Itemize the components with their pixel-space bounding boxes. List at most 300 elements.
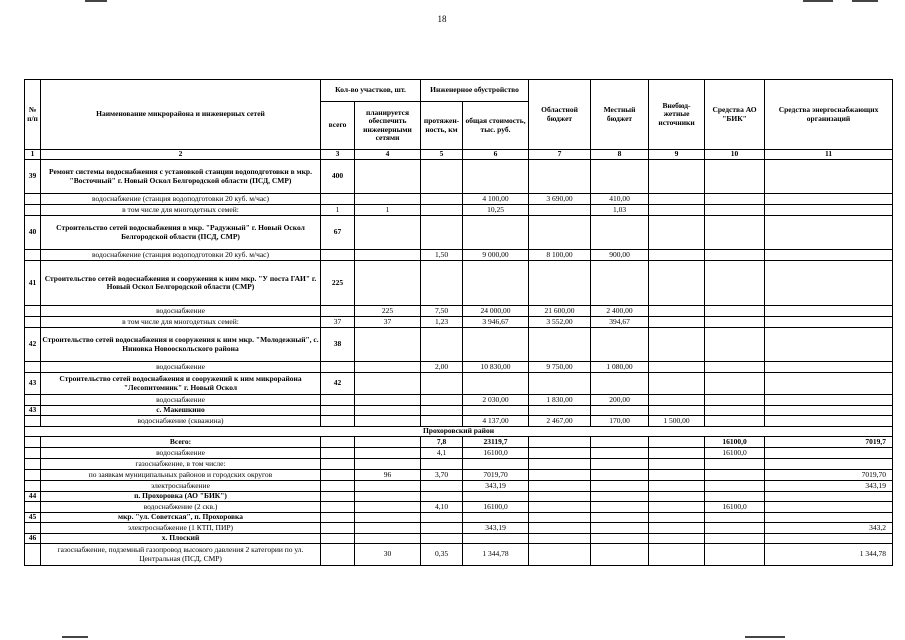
- cell-regional: [529, 437, 591, 448]
- cell-offbudget: [649, 261, 705, 306]
- cell-offbudget: [649, 328, 705, 362]
- cell-bik: [705, 194, 765, 205]
- cell-plots-total: [321, 470, 355, 481]
- cell-cost: [463, 459, 529, 470]
- row-number: 44: [25, 492, 41, 502]
- col-number: 3: [321, 150, 355, 160]
- row-name: водоснабжение: [41, 306, 321, 317]
- table-body: [25, 160, 893, 566]
- cell-plots-planned: 225: [355, 306, 421, 317]
- cell-offbudget: [649, 373, 705, 395]
- row-number: [25, 437, 41, 448]
- row-name: Строительство сетей водоснабжения и сооружений к ним микрорайона "Лесопитомник" г. Новый Оскол: [41, 373, 321, 395]
- cell-plots-planned: [355, 362, 421, 373]
- cell-plots-total: [321, 502, 355, 513]
- cell-offbudget: [649, 481, 705, 492]
- cell-energy: [765, 306, 893, 317]
- row-name: Строительство сетей водоснабжения в мкр. "Радужный" г. Новый Оскол Белгородской области (ПСД, СМР): [41, 216, 321, 250]
- cell-plots-total: 1: [321, 205, 355, 216]
- cell-cost: 16100,0: [463, 502, 529, 513]
- cell-bik: [705, 205, 765, 216]
- cell-length: [421, 160, 463, 194]
- table-row: [25, 544, 893, 566]
- cell-local: [591, 437, 649, 448]
- cell-plots-planned: [355, 523, 421, 534]
- row-number: 39: [25, 160, 41, 194]
- table-row: [25, 395, 893, 406]
- cell-bik: [705, 544, 765, 566]
- cell-energy: 7019,70: [765, 470, 893, 481]
- cell-regional: 8 100,00: [529, 250, 591, 261]
- cell-energy: [765, 362, 893, 373]
- cell-plots-planned: [355, 481, 421, 492]
- table-row-project: [25, 406, 893, 416]
- cell-cost: [463, 513, 529, 523]
- cell-plots-planned: [355, 250, 421, 261]
- cell-energy: [765, 416, 893, 427]
- cell-offbudget: [649, 534, 705, 544]
- cell-bik: [705, 459, 765, 470]
- header-offbudget: Внебюд-жетные источники: [649, 80, 705, 150]
- cell-plots-planned: 1: [355, 205, 421, 216]
- cell-length: 3,70: [421, 470, 463, 481]
- cell-local: 200,00: [591, 395, 649, 406]
- cell-plots-total: [321, 437, 355, 448]
- cell-plots-total: 38: [321, 328, 355, 362]
- cell-plots-total: [321, 513, 355, 523]
- cell-regional: [529, 492, 591, 502]
- cell-local: [591, 160, 649, 194]
- cell-plots-planned: [355, 448, 421, 459]
- cell-cost: [463, 373, 529, 395]
- cell-cost: 9 000,00: [463, 250, 529, 261]
- col-number: 2: [41, 150, 321, 160]
- cell-cost: [463, 534, 529, 544]
- cell-length: [421, 373, 463, 395]
- cell-offbudget: [649, 160, 705, 194]
- row-name: водоснабжение (2 скв.): [41, 502, 321, 513]
- cell-bik: [705, 362, 765, 373]
- col-number: 1: [25, 150, 41, 160]
- cell-regional: 1 830,00: [529, 395, 591, 406]
- row-name: Строительство сетей водоснабжения и сооружения к ним мкр. "У поста ГАИ" г. Новый Оскол Белгородской области (СМР): [41, 261, 321, 306]
- cell-plots-planned: 30: [355, 544, 421, 566]
- cell-bik: 16100,0: [705, 448, 765, 459]
- cell-cost: [463, 406, 529, 416]
- table-row: [25, 306, 893, 317]
- cell-regional: [529, 523, 591, 534]
- cell-bik: 16100,0: [705, 437, 765, 448]
- cell-local: [591, 492, 649, 502]
- cell-cost: [463, 160, 529, 194]
- cell-offbudget: [649, 448, 705, 459]
- cell-local: 900,00: [591, 250, 649, 261]
- row-name: водоснабжение (скважина): [41, 416, 321, 427]
- cell-offbudget: [649, 362, 705, 373]
- table-row: [25, 250, 893, 261]
- cell-energy: [765, 502, 893, 513]
- cell-regional: 3 552,00: [529, 317, 591, 328]
- table-row: [25, 448, 893, 459]
- cell-local: 1 080,00: [591, 362, 649, 373]
- cell-energy: [765, 373, 893, 395]
- cell-plots-total: 400: [321, 160, 355, 194]
- row-number: [25, 470, 41, 481]
- cell-bik: [705, 261, 765, 306]
- page-number: 18: [437, 14, 447, 24]
- cell-bik: [705, 492, 765, 502]
- cell-local: 170,00: [591, 416, 649, 427]
- table-row-project: [25, 216, 893, 250]
- col-number: 4: [355, 150, 421, 160]
- cell-length: [421, 492, 463, 502]
- table-row: [25, 523, 893, 534]
- col-number: 11: [765, 150, 893, 160]
- row-name: в том числе для многодетных семей:: [41, 317, 321, 328]
- cell-length: [421, 459, 463, 470]
- cell-plots-planned: [355, 328, 421, 362]
- table-row-project: [25, 160, 893, 194]
- cell-plots-total: 225: [321, 261, 355, 306]
- cell-offbudget: [649, 523, 705, 534]
- cell-energy: [765, 395, 893, 406]
- cell-offbudget: [649, 459, 705, 470]
- row-number: 46: [25, 534, 41, 544]
- row-number: 43: [25, 373, 41, 395]
- cell-offbudget: [649, 306, 705, 317]
- cell-local: [591, 544, 649, 566]
- cell-length: [421, 513, 463, 523]
- cell-bik: [705, 373, 765, 395]
- cell-length: [421, 216, 463, 250]
- cell-cost: [463, 216, 529, 250]
- row-number: [25, 416, 41, 427]
- cell-plots-total: [321, 544, 355, 566]
- cell-bik: [705, 216, 765, 250]
- cell-plots-total: [321, 250, 355, 261]
- row-name: водоснабжение (станция водоподготовки 20 куб. м/час): [41, 194, 321, 205]
- table-row: [25, 194, 893, 205]
- cell-energy: [765, 160, 893, 194]
- row-number: [25, 448, 41, 459]
- cell-local: [591, 373, 649, 395]
- cell-local: [591, 513, 649, 523]
- col-number: 9: [649, 150, 705, 160]
- cell-local: 394,67: [591, 317, 649, 328]
- cell-energy: [765, 250, 893, 261]
- header-regional-budget: Областной бюджет: [529, 80, 591, 150]
- col-number: 7: [529, 150, 591, 160]
- row-name: газоснабжение, подземный газопровод высокого давления 2 категории по ул. Центральная (ПСД, СМР): [41, 544, 321, 566]
- cell-plots-total: [321, 406, 355, 416]
- cell-cost: 1 344,78: [463, 544, 529, 566]
- cell-plots-total: [321, 416, 355, 427]
- cell-cost: [463, 261, 529, 306]
- cell-energy: 343,2: [765, 523, 893, 534]
- cell-energy: [765, 328, 893, 362]
- cell-local: [591, 502, 649, 513]
- cell-plots-total: [321, 492, 355, 502]
- engineering-infrastructure-table: [24, 79, 893, 566]
- cell-local: [591, 448, 649, 459]
- cell-plots-total: [321, 481, 355, 492]
- cell-local: 2 400,00: [591, 306, 649, 317]
- cell-energy: 7019,7: [765, 437, 893, 448]
- table-row: [25, 437, 893, 448]
- col-number: 10: [705, 150, 765, 160]
- cell-regional: 2 467,00: [529, 416, 591, 427]
- header-infra-group: Инженерное обустройство: [421, 80, 529, 102]
- col-number: 6: [463, 150, 529, 160]
- cell-length: [421, 395, 463, 406]
- cell-length: 0,35: [421, 544, 463, 566]
- cell-plots-planned: [355, 160, 421, 194]
- cell-local: 410,00: [591, 194, 649, 205]
- cell-bik: [705, 416, 765, 427]
- row-number: 45: [25, 513, 41, 523]
- cell-regional: [529, 481, 591, 492]
- cell-regional: 3 690,00: [529, 194, 591, 205]
- header-cost: общая стоимость, тыс. руб.: [463, 102, 529, 150]
- cell-plots-planned: [355, 406, 421, 416]
- cell-energy: [765, 534, 893, 544]
- cell-bik: [705, 513, 765, 523]
- cell-plots-planned: 37: [355, 317, 421, 328]
- cell-regional: [529, 328, 591, 362]
- cell-energy: [765, 261, 893, 306]
- cell-cost: 4 100,00: [463, 194, 529, 205]
- row-number: [25, 205, 41, 216]
- row-name: водоснабжение: [41, 395, 321, 406]
- cell-energy: [765, 459, 893, 470]
- cell-offbudget: [649, 216, 705, 250]
- cell-plots-planned: [355, 459, 421, 470]
- scan-edge-top-right: [803, 0, 833, 2]
- cell-bik: [705, 317, 765, 328]
- cell-local: [591, 328, 649, 362]
- cell-regional: [529, 513, 591, 523]
- header-energy-funds: Средства энергоснабжающих организаций: [765, 80, 893, 150]
- cell-length: 2,00: [421, 362, 463, 373]
- cell-plots-planned: [355, 261, 421, 306]
- table-row-project: [25, 328, 893, 362]
- row-name: мкр. "ул. Советская", п. Прохоровка: [41, 513, 321, 523]
- cell-plots-planned: 96: [355, 470, 421, 481]
- cell-energy: [765, 194, 893, 205]
- row-number: [25, 544, 41, 566]
- cell-regional: [529, 544, 591, 566]
- row-name: Строительство сетей водоснабжения и сооружения к ним мкр. "Молодежный", с. Ниновка Новооскольского района: [41, 328, 321, 362]
- cell-cost: [463, 328, 529, 362]
- table-row: [25, 459, 893, 470]
- section-label: Прохоровский район: [25, 427, 893, 437]
- cell-regional: [529, 406, 591, 416]
- cell-plots-total: [321, 534, 355, 544]
- cell-plots-planned: [355, 492, 421, 502]
- cell-regional: [529, 216, 591, 250]
- cell-plots-planned: [355, 502, 421, 513]
- cell-regional: [529, 205, 591, 216]
- table-header: [25, 80, 893, 160]
- cell-plots-planned: [355, 513, 421, 523]
- cell-energy: [765, 216, 893, 250]
- cell-length: 4,10: [421, 502, 463, 513]
- cell-length: [421, 481, 463, 492]
- cell-local: [591, 261, 649, 306]
- row-name: по заявкам муниципальных районов и городских округов: [41, 470, 321, 481]
- table-row: [25, 416, 893, 427]
- cell-local: [591, 406, 649, 416]
- row-name: водоснабжение (станция водоподготовки 20 куб. м/час): [41, 250, 321, 261]
- cell-offbudget: [649, 513, 705, 523]
- row-number: [25, 523, 41, 534]
- table-row: [25, 481, 893, 492]
- row-name: в том числе для многодетных семей:: [41, 205, 321, 216]
- scan-edge-top-far-right: [852, 0, 878, 2]
- cell-plots-total: 67: [321, 216, 355, 250]
- cell-plots-planned: [355, 534, 421, 544]
- header-local-budget: Местный бюджет: [591, 80, 649, 150]
- cell-length: 7,50: [421, 306, 463, 317]
- header-num: № п/п: [25, 80, 41, 150]
- cell-offbudget: [649, 194, 705, 205]
- row-number: [25, 317, 41, 328]
- cell-length: 1,50: [421, 250, 463, 261]
- header-name: Наименование микрорайона и инженерных сетей: [41, 80, 321, 150]
- cell-plots-planned: [355, 373, 421, 395]
- cell-plots-total: [321, 194, 355, 205]
- table-row: [25, 502, 893, 513]
- cell-bik: [705, 395, 765, 406]
- cell-energy: 343,19: [765, 481, 893, 492]
- row-number: [25, 395, 41, 406]
- table-row: [25, 317, 893, 328]
- cell-offbudget: [649, 395, 705, 406]
- cell-regional: 9 750,00: [529, 362, 591, 373]
- cell-energy: [765, 513, 893, 523]
- row-number: [25, 362, 41, 373]
- row-name: с. Макешкино: [41, 406, 321, 416]
- cell-regional: [529, 459, 591, 470]
- cell-length: [421, 406, 463, 416]
- cell-regional: [529, 373, 591, 395]
- cell-length: 4,1: [421, 448, 463, 459]
- cell-cost: 2 030,00: [463, 395, 529, 406]
- row-number: 43: [25, 406, 41, 416]
- cell-local: [591, 459, 649, 470]
- section-row: [25, 427, 893, 437]
- cell-bik: [705, 328, 765, 362]
- row-number: 40: [25, 216, 41, 250]
- row-number: [25, 481, 41, 492]
- row-name: Ремонт системы водоснабжения с установкой станции водоподготовки в мкр. "Восточный" г. Новый Оскол Белгородской области (ПСД, СМР): [41, 160, 321, 194]
- cell-plots-planned: [355, 416, 421, 427]
- cell-bik: [705, 523, 765, 534]
- cell-bik: [705, 250, 765, 261]
- row-number: 41: [25, 261, 41, 306]
- cell-plots-total: [321, 448, 355, 459]
- cell-length: [421, 534, 463, 544]
- cell-plots-total: [321, 306, 355, 317]
- cell-length: [421, 205, 463, 216]
- row-number: [25, 502, 41, 513]
- row-number: 42: [25, 328, 41, 362]
- cell-energy: [765, 406, 893, 416]
- row-name: водоснабжение: [41, 448, 321, 459]
- cell-energy: 1 344,78: [765, 544, 893, 566]
- cell-plots-total: [321, 459, 355, 470]
- cell-cost: 24 000,00: [463, 306, 529, 317]
- cell-offbudget: 1 500,00: [649, 416, 705, 427]
- cell-local: 1,03: [591, 205, 649, 216]
- cell-plots-total: [321, 362, 355, 373]
- table-row: [25, 205, 893, 216]
- cell-length: [421, 328, 463, 362]
- cell-cost: 343,19: [463, 523, 529, 534]
- cell-plots-total: [321, 395, 355, 406]
- row-name: электроснабжение: [41, 481, 321, 492]
- cell-energy: [765, 492, 893, 502]
- cell-energy: [765, 317, 893, 328]
- cell-offbudget: [649, 544, 705, 566]
- cell-local: [591, 470, 649, 481]
- table-row-project: [25, 534, 893, 544]
- cell-cost: 343,19: [463, 481, 529, 492]
- cell-cost: 7019,70: [463, 470, 529, 481]
- cell-cost: 4 137,00: [463, 416, 529, 427]
- row-name: газоснабжение, в том числе:: [41, 459, 321, 470]
- cell-length: [421, 194, 463, 205]
- cell-plots-planned: [355, 395, 421, 406]
- table-row: [25, 362, 893, 373]
- scan-edge-bottom-left: [62, 636, 88, 638]
- table-row-project: [25, 513, 893, 523]
- cell-local: [591, 216, 649, 250]
- cell-plots-planned: [355, 437, 421, 448]
- col-number: 5: [421, 150, 463, 160]
- row-number: [25, 306, 41, 317]
- cell-offbudget: [649, 317, 705, 328]
- cell-plots-planned: [355, 216, 421, 250]
- cell-plots-planned: [355, 194, 421, 205]
- cell-cost: [463, 492, 529, 502]
- cell-regional: [529, 534, 591, 544]
- table-row-project: [25, 373, 893, 395]
- cell-bik: [705, 160, 765, 194]
- cell-offbudget: [649, 502, 705, 513]
- cell-length: [421, 523, 463, 534]
- row-number: [25, 194, 41, 205]
- cell-offbudget: [649, 250, 705, 261]
- cell-local: [591, 534, 649, 544]
- cell-bik: 16100,0: [705, 502, 765, 513]
- table-row: [25, 470, 893, 481]
- header-length: протяжен-ность, км: [421, 102, 463, 150]
- col-number: 8: [591, 150, 649, 160]
- cell-regional: [529, 261, 591, 306]
- cell-offbudget: [649, 205, 705, 216]
- cell-plots-total: 42: [321, 373, 355, 395]
- header-plots-total: всего: [321, 102, 355, 150]
- cell-length: [421, 416, 463, 427]
- table-row-project: [25, 261, 893, 306]
- cell-offbudget: [649, 470, 705, 481]
- row-number: [25, 459, 41, 470]
- row-name: электроснабжение (1 КТП, ПИР): [41, 523, 321, 534]
- header-plots-planned: планируется обеспечить инженерными сетями: [355, 102, 421, 150]
- cell-cost: 10,25: [463, 205, 529, 216]
- row-name: Всего:: [41, 437, 321, 448]
